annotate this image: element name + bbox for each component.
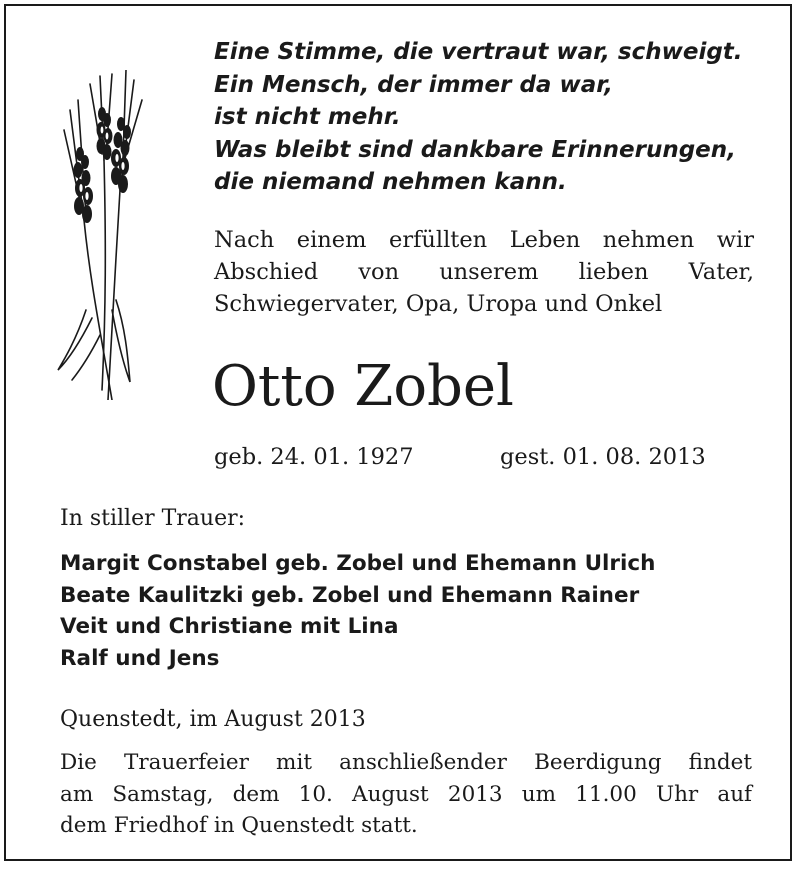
obituary-notice (4, 4, 792, 861)
funeral-line: am Samstag, dem 10. August 2013 um 11.00 Uhr auf (60, 781, 752, 807)
mourner-line: Margit Constabel geb. Zobel und Ehemann Ulrich (60, 551, 656, 576)
intro-line: Abschied von unserem lieben Vater, (214, 259, 754, 285)
birth-date: geb. 24. 01. 1927 (214, 444, 414, 470)
mourner-line: Ralf und Jens (60, 645, 220, 671)
funeral-line: dem Friedhof in Quenstedt statt. (60, 813, 418, 838)
funeral-info (60, 747, 752, 842)
mourners-list (60, 548, 655, 674)
verse-line: Ein Mensch, der immer da war, (214, 71, 613, 98)
verse-line: Eine Stimme, die vertraut war, schweigt. (214, 39, 743, 65)
wheat-ears-icon (56, 70, 146, 400)
verse-line: Was bleibt sind dankbare Erinnerungen, (214, 136, 736, 163)
place-date: Quenstedt, im August 2013 (60, 707, 366, 732)
intro-line: Schwiegervater, Opa, Uropa und Onkel (214, 291, 663, 317)
deceased-name: Otto Zobel (212, 354, 514, 419)
funeral-line: Die Trauerfeier mit anschließender Beerdigung findet (60, 750, 752, 775)
intro-text (214, 224, 754, 320)
mourner-line: Beate Kaulitzki geb. Zobel und Ehemann Rainer (60, 582, 640, 608)
mourning-label: In stiller Trauer: (60, 506, 246, 531)
intro-line: Nach einem erfüllten Leben nehmen wir (214, 227, 754, 253)
mourner-line: Veit und Christiane mit Lina (60, 614, 399, 639)
verse-line: die niemand nehmen kann. (214, 169, 567, 195)
memorial-verse (214, 36, 774, 199)
death-date: gest. 01. 08. 2013 (500, 444, 706, 470)
verse-line: ist nicht mehr. (214, 104, 401, 130)
